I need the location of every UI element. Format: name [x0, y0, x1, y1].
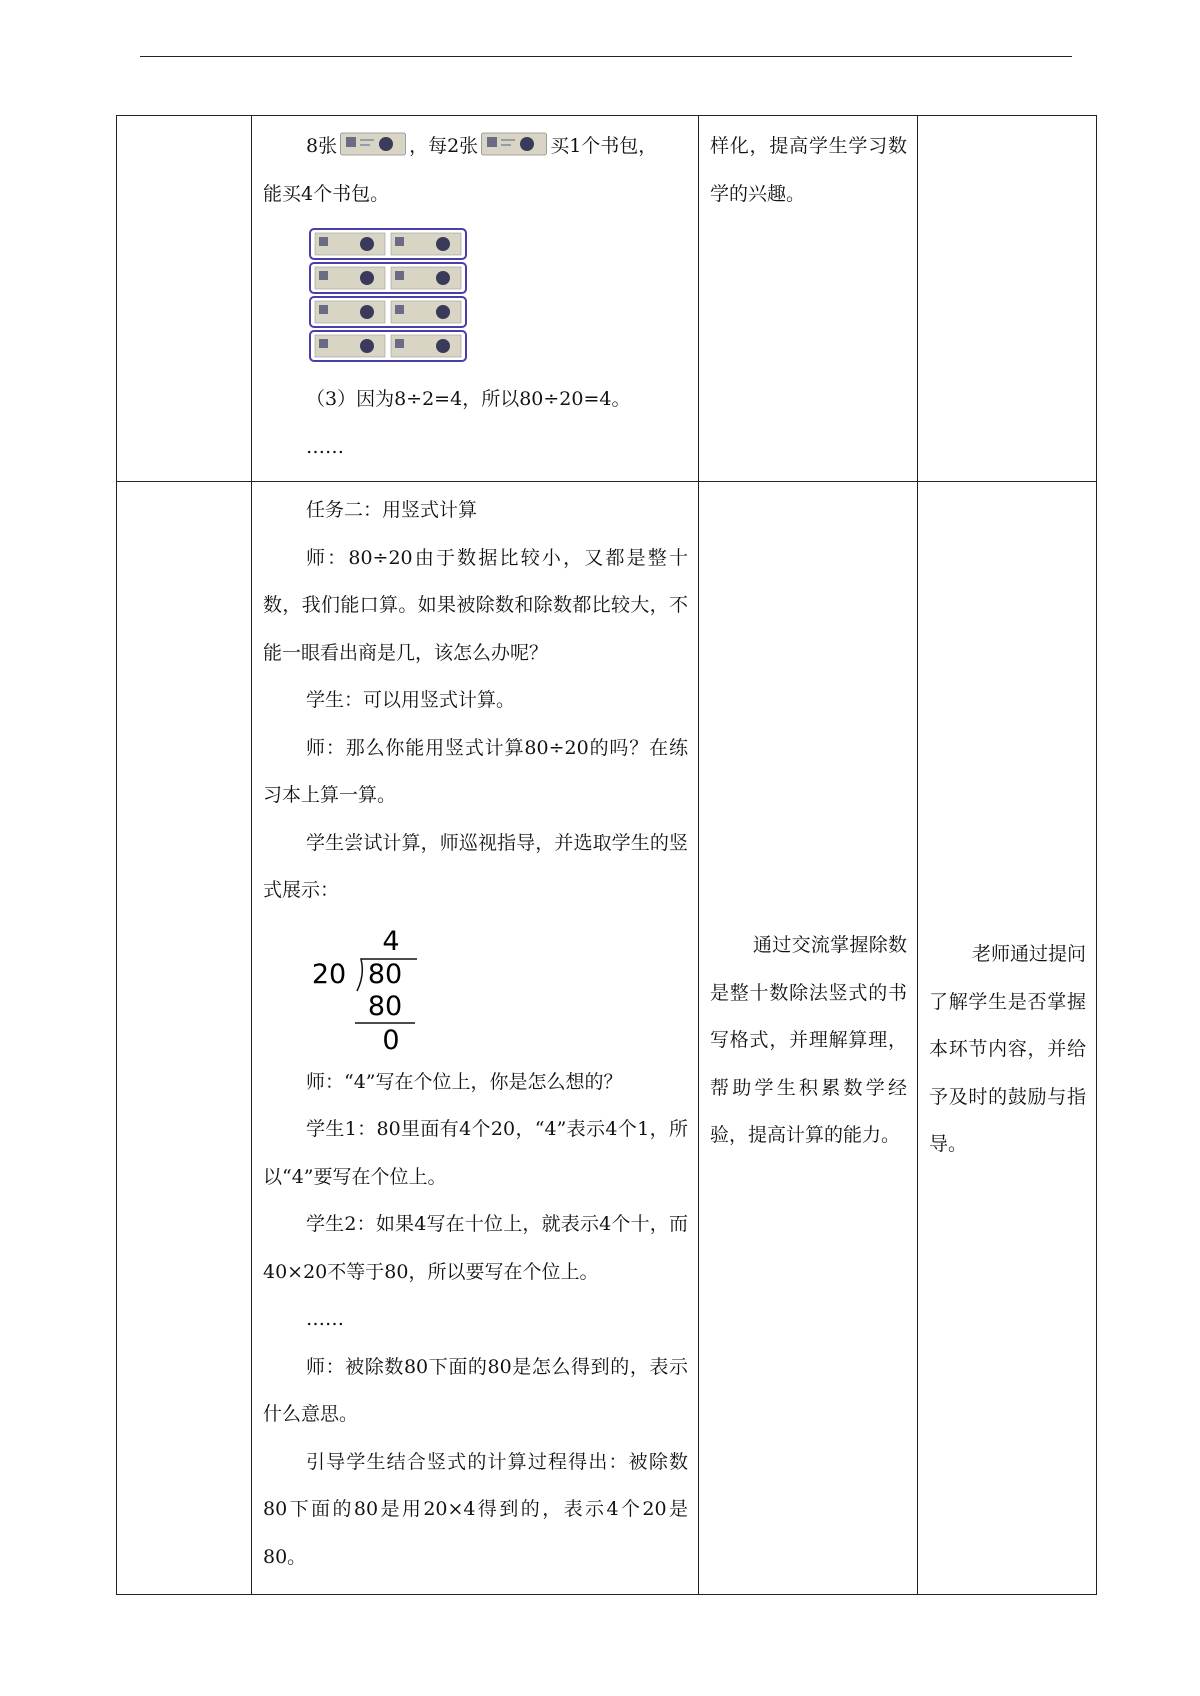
table-row: [117, 116, 1097, 482]
paragraph: 学生2：如果4写在十位上，就表示4个十，而40×20不等于80，所以要写在个位上。: [263, 1213, 688, 1283]
text-span: 8张: [306, 135, 338, 157]
division-product: 80: [367, 990, 403, 1022]
purpose-text: 通过交流掌握除数是整十数除法竖式的书写格式，并理解算理，帮助学生积累数学经验，提高计算的能力。: [710, 934, 907, 1146]
stage-cell: [117, 116, 252, 482]
evaluation-text: 老师通过提问了解学生是否掌握本环节内容，并给予及时的鼓励与指导。: [929, 943, 1087, 1155]
banknote-icon: [481, 129, 547, 159]
lesson-table: [116, 115, 1097, 1595]
division-remainder: 0: [382, 1024, 400, 1053]
table-row: [117, 482, 1097, 1595]
paragraph: 能买4个书包。: [263, 182, 390, 205]
purpose-text: 样化，提高学生学习数学的兴趣。: [710, 135, 907, 205]
banknote-icon: [340, 129, 406, 159]
evaluation-cell: [918, 482, 1097, 1595]
paragraph: 学生1：80里面有4个20，“4”表示4个1，所以“4”要写在个位上。: [263, 1118, 688, 1188]
paragraph: 师：那么你能用竖式计算80÷20的吗？在练习本上算一算。: [263, 736, 688, 806]
stage-cell: [117, 482, 252, 1595]
content-cell: [252, 116, 699, 482]
paragraph: 学生尝试计算，师巡视指导，并选取学生的竖式展示：: [263, 831, 688, 901]
paragraph: 师：80÷20由于数据比较小，又都是整十数，我们能口算。如果被除数和除数都比较大，不能一眼看出商是几，该怎么办呢？: [263, 546, 688, 664]
purpose-cell: [699, 116, 918, 482]
ellipsis-text: ……: [306, 1308, 344, 1330]
evaluation-cell: [918, 116, 1097, 482]
text-span: 买1个书包，: [550, 135, 658, 157]
division-dividend: 80: [367, 958, 403, 990]
purpose-cell: [699, 482, 918, 1595]
division-quotient: 4: [382, 925, 400, 957]
long-division-figure: [309, 923, 439, 1053]
content-cell: [252, 482, 699, 1595]
bill-sentence: [263, 123, 688, 171]
division-divisor: 20: [311, 958, 347, 990]
paragraph: 引导学生结合竖式的计算过程得出：被除数80下面的80是用20×4得到的，表示4个20是80。: [263, 1450, 688, 1568]
task-title: 任务二：用竖式计算: [306, 499, 478, 521]
banknotes-grouped-image: [309, 228, 469, 364]
text-span: ，每2张: [409, 135, 479, 157]
ellipsis-text: ……: [306, 435, 344, 458]
paragraph: 师：被除数80下面的80是怎么得到的，表示什么意思。: [263, 1355, 688, 1425]
paragraph: 师：“4”写在个位上，你是怎么想的？: [306, 1070, 623, 1093]
paragraph: （3）因为8÷2=4，所以80÷20=4。: [306, 388, 631, 410]
header-rule: [140, 56, 1072, 57]
paragraph: 学生：可以用竖式计算。: [306, 689, 516, 711]
